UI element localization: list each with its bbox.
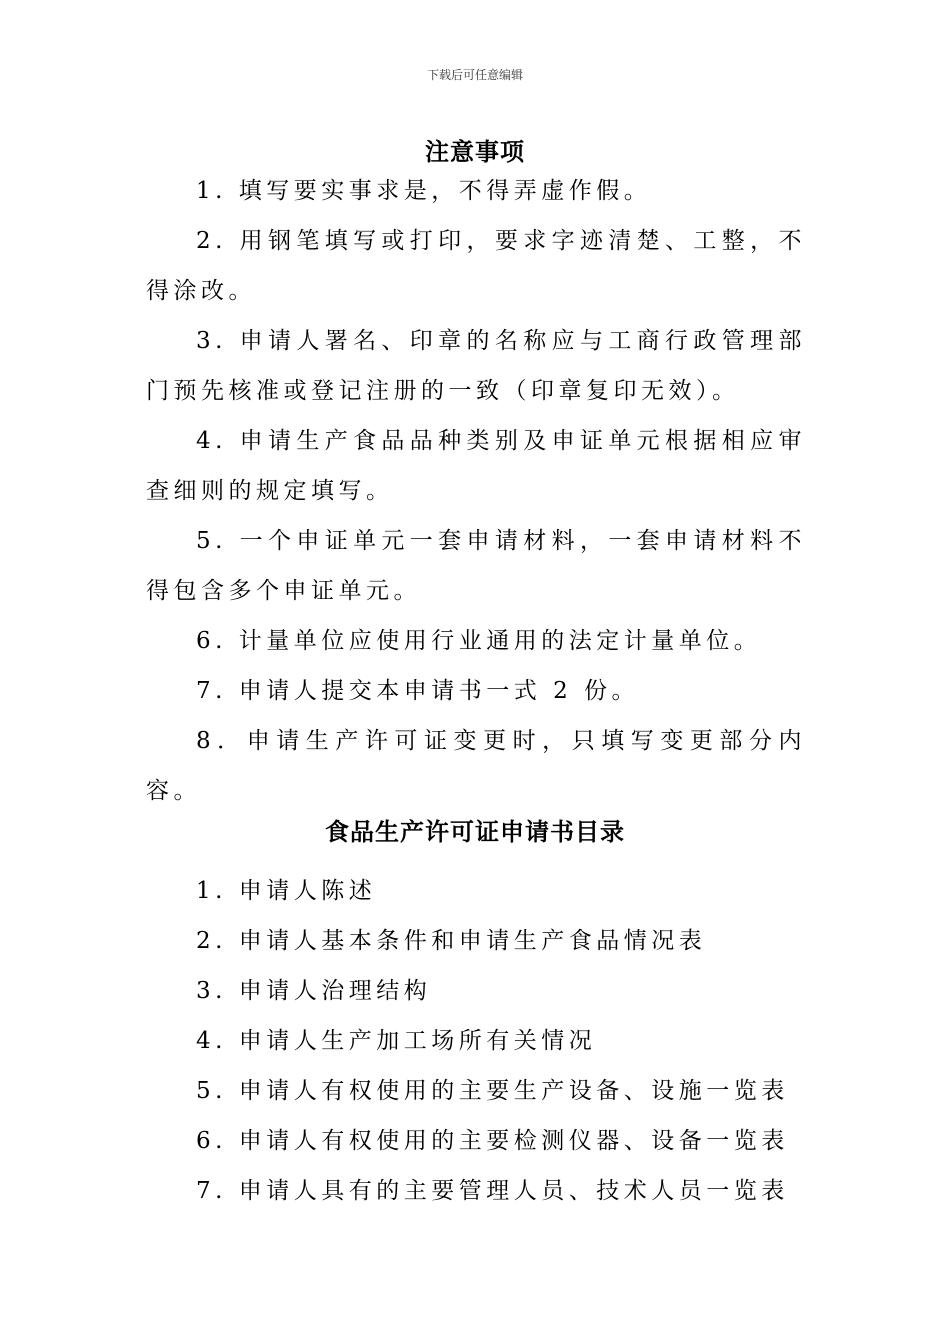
notes-title: 注意事项: [425, 137, 525, 166]
note-item-5: 5. 一个申证单元一套申请材料，一套申请材料不得包含多个申证单元。: [146, 528, 806, 604]
note-item-7: 7. 申请人提交本申请书一式 2 份。: [196, 678, 640, 704]
toc-item-7: 7. 申请人具有的主要管理人员、技术人员一览表: [196, 1178, 789, 1204]
toc-item-4: 4. 申请人生产加工场所有关情况: [196, 1028, 597, 1054]
note-item-3: 3. 申请人署名、印章的名称应与工商行政管理部门预先核准或登记注册的一致（印章复印无效）。: [146, 328, 806, 404]
notes-list: [146, 166, 806, 816]
toc-item-5: 5. 申请人有权使用的主要生产设备、设施一览表: [196, 1078, 789, 1104]
toc-title: 食品生产许可证申请书目录: [325, 817, 625, 846]
note-item-1: 1. 填写要实事求是，不得弄虚作假。: [196, 178, 652, 204]
note-item-8: 8．申请生产许可证变更时，只填写变更部分内容。: [146, 728, 806, 804]
toc-item-3: 3. 申请人治理结构: [196, 978, 432, 1004]
note-item-4: 4. 申请生产食品品种类别及申证单元根据相应审查细则的规定填写。: [146, 428, 806, 504]
toc-item-2: 2. 申请人基本条件和申请生产食品情况表: [196, 928, 707, 954]
note-item-2: 2. 用钢笔填写或打印，要求字迹清楚、工整，不得涂改。: [146, 228, 806, 304]
toc-list: [146, 866, 806, 1216]
header-note: 下载后可任意编辑: [426, 68, 523, 82]
toc-item-6: 6. 申请人有权使用的主要检测仪器、设备一览表: [196, 1128, 789, 1154]
note-item-6: 6. 计量单位应使用行业通用的法定计量单位。: [196, 628, 762, 654]
toc-item-1: 1. 申请人陈述: [196, 878, 377, 904]
